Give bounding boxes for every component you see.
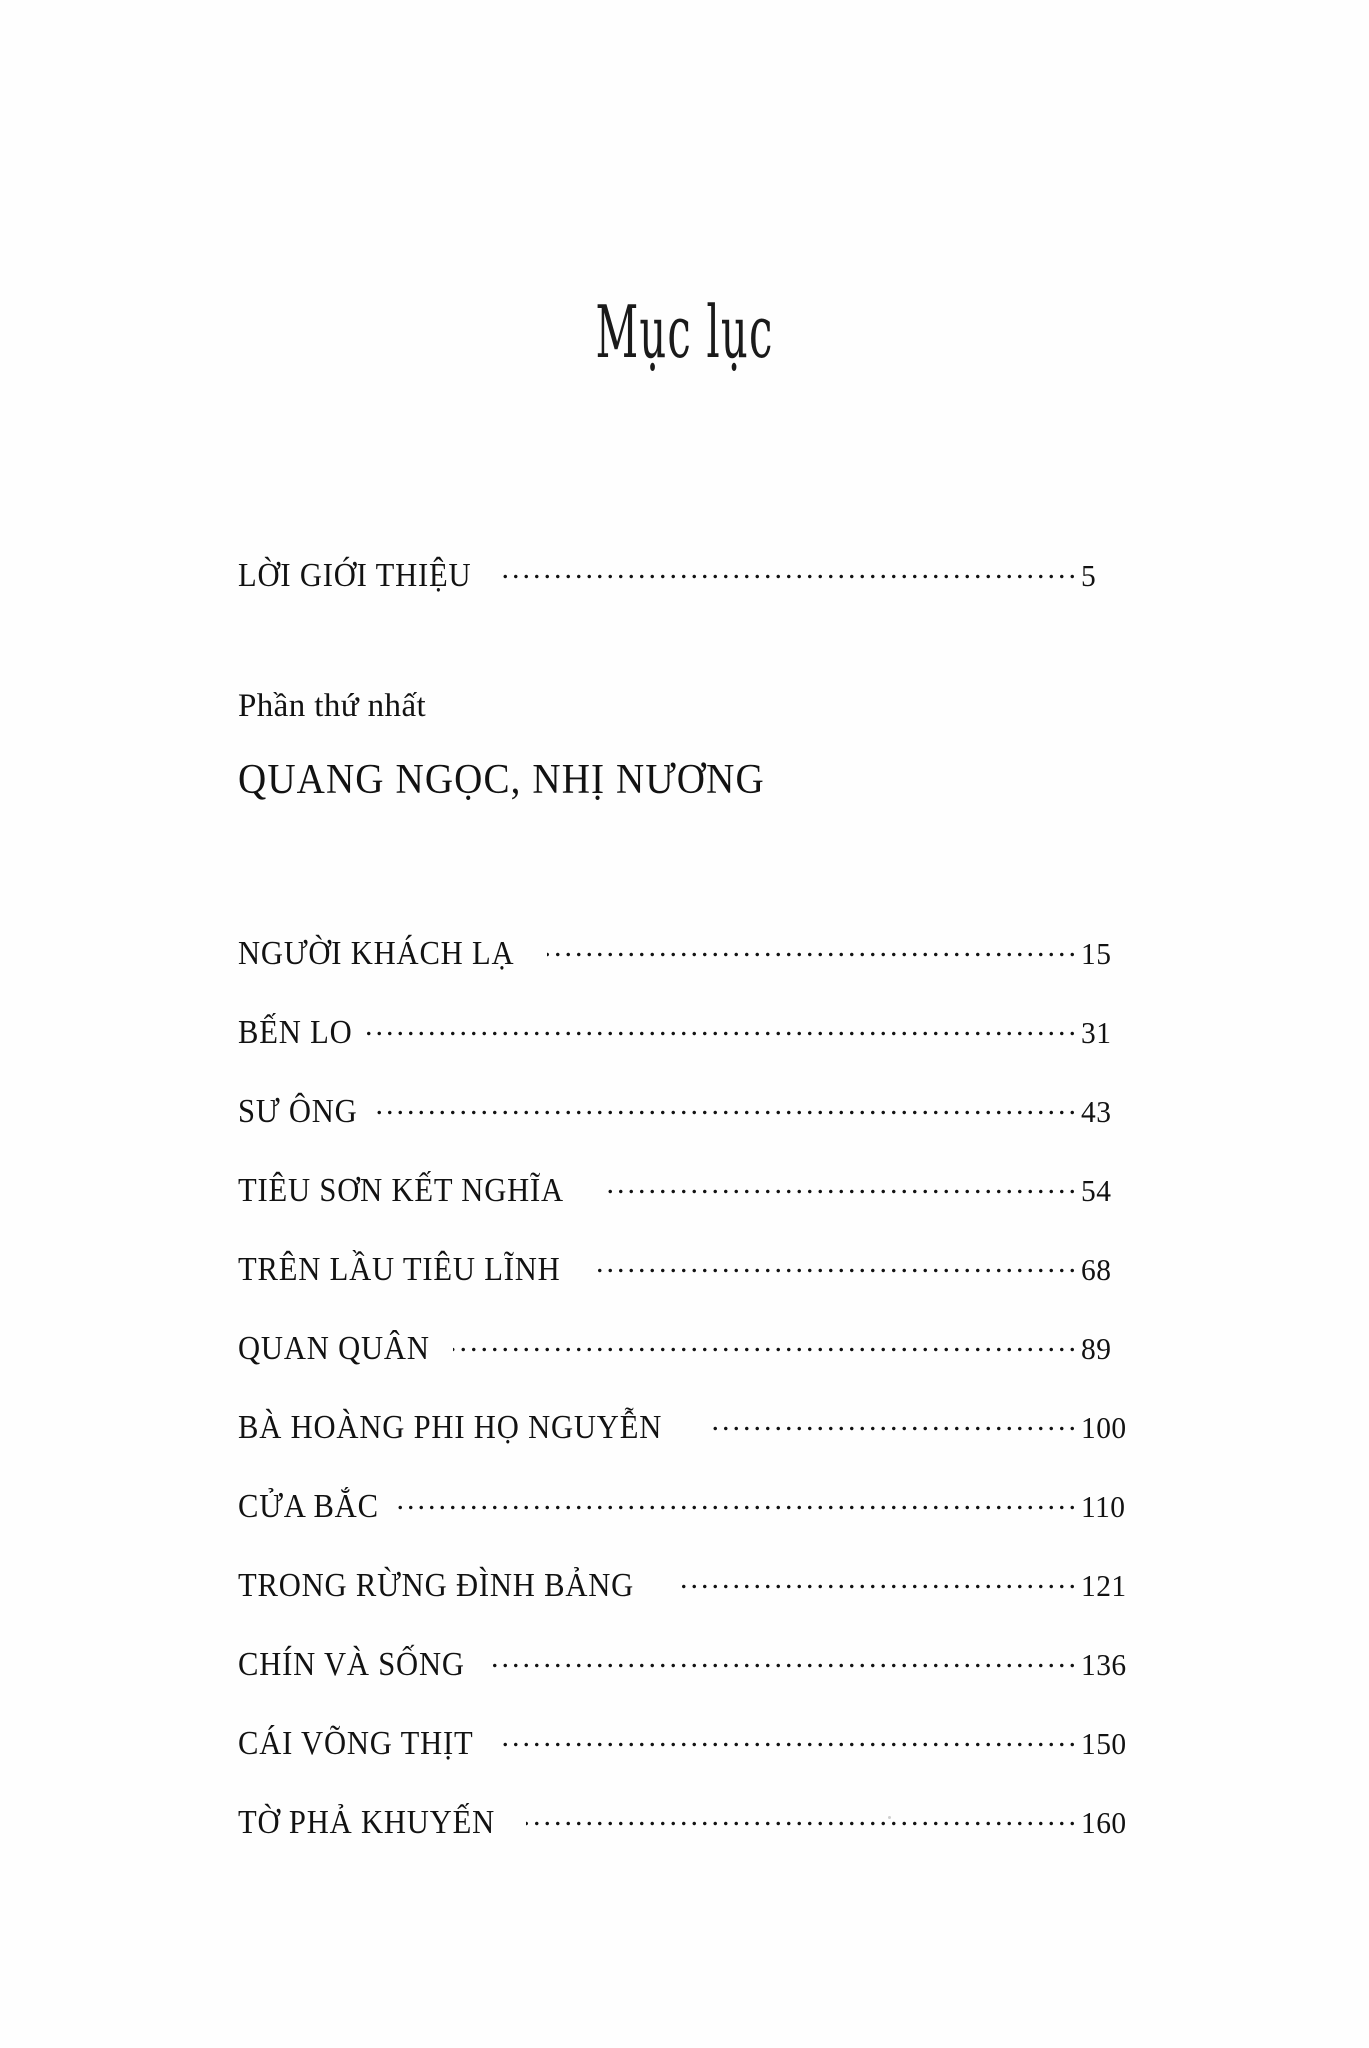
toc-entry[interactable] <box>238 1720 1143 1761</box>
toc-entry-label: TRONG RỪNG ĐÌNH BẢNG <box>238 1567 635 1604</box>
toc-entry[interactable] <box>238 1641 1143 1682</box>
toc-entry-page-number: 121 <box>1081 1568 1127 1603</box>
toc-entry-label: TIÊU SƠN KẾT NGHĨA <box>238 1172 564 1209</box>
toc-entry-label: CÁI VÕNG THỊT <box>238 1725 474 1762</box>
dot-leader <box>499 552 1079 586</box>
toc-entry[interactable] <box>238 1167 1143 1208</box>
toc-entry[interactable] <box>238 1483 1143 1524</box>
toc-entry-page-number: 150 <box>1081 1726 1127 1761</box>
toc-entry-page-number: 54 <box>1081 1173 1112 1208</box>
dot-leader <box>598 1246 1079 1280</box>
dot-leader <box>602 1167 1079 1201</box>
part-title: QUANG NGỌC, NHỊ NƯƠNG <box>238 757 765 803</box>
dot-leader <box>547 930 1079 964</box>
toc-entry-page-number: 160 <box>1081 1805 1127 1840</box>
toc-entry-page-number: 5 <box>1081 558 1097 593</box>
toc-entry[interactable] <box>238 1088 1143 1129</box>
dot-leader <box>680 1562 1079 1596</box>
toc-entry-page-number: 31 <box>1081 1015 1112 1050</box>
part-heading <box>238 690 804 801</box>
toc-entry-label: TRÊN LẦU TIÊU LĨNH <box>238 1251 561 1288</box>
toc-entry-label: QUAN QUÂN <box>238 1330 430 1367</box>
toc-entry-label: NGƯỜI KHÁCH LẠ <box>238 935 515 972</box>
toc-entry-page-number: 43 <box>1081 1094 1112 1129</box>
toc-entry[interactable] <box>238 930 1143 971</box>
toc-entry-label: BÀ HOÀNG PHI HỌ NGUYỄN <box>238 1409 663 1446</box>
toc-entry[interactable] <box>238 1562 1143 1603</box>
toc-entry-label: LỜI GIỚI THIỆU <box>238 557 472 594</box>
toc-entry-label: CỬA BẮC <box>238 1488 379 1525</box>
toc-entry-page-number: 110 <box>1081 1489 1126 1524</box>
dot-leader <box>396 1483 1079 1517</box>
toc-entry[interactable] <box>238 1009 1143 1050</box>
toc-entry[interactable] <box>238 1404 1143 1445</box>
page-title: Mục lục <box>595 290 774 374</box>
dot-leader <box>367 1009 1079 1043</box>
dot-leader <box>492 1641 1079 1675</box>
toc-entry-front-matter[interactable] <box>238 552 1143 593</box>
part-kicker: Phần thứ nhất <box>238 688 427 724</box>
dot-leader <box>453 1325 1079 1359</box>
dot-leader <box>711 1404 1079 1438</box>
toc-entry-page-number: 136 <box>1081 1647 1127 1682</box>
chapter-list <box>238 930 1143 1840</box>
toc-entry-label: SƯ ÔNG <box>238 1093 358 1130</box>
toc-entry-page-number: 15 <box>1081 936 1112 971</box>
scan-artifact-speck <box>888 1816 891 1819</box>
toc-entry[interactable] <box>238 1246 1143 1287</box>
toc-entry[interactable] <box>238 1325 1143 1366</box>
dot-leader <box>373 1088 1079 1122</box>
front-matter-list <box>238 552 1143 593</box>
toc-entry-page-number: 68 <box>1081 1252 1112 1287</box>
toc-entry-page-number: 100 <box>1081 1410 1127 1445</box>
dot-leader <box>526 1799 1079 1833</box>
dot-leader <box>502 1720 1079 1754</box>
toc-entry-label: TỜ PHẢ KHUYẾN <box>238 1804 496 1841</box>
toc-entry[interactable] <box>238 1799 1143 1840</box>
toc-entry-page-number: 89 <box>1081 1331 1112 1366</box>
toc-entry-label: BẾN LO <box>238 1014 353 1051</box>
toc-entry-label: CHÍN VÀ SỐNG <box>238 1646 465 1683</box>
